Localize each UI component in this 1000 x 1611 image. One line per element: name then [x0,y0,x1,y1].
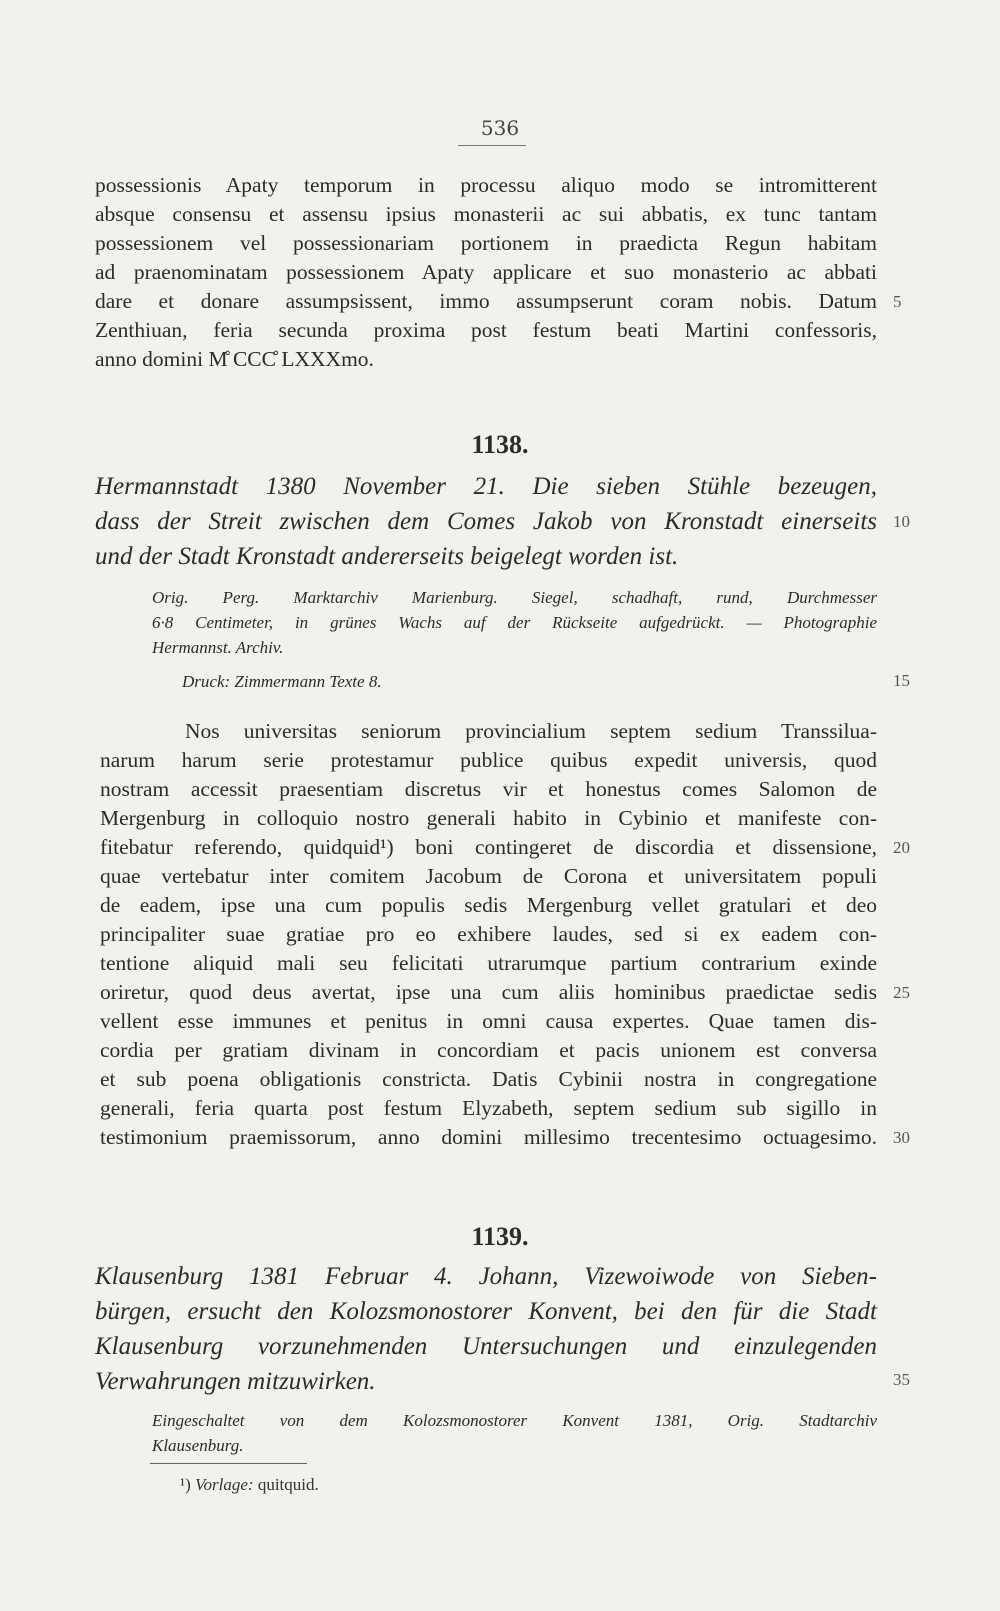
text-line: absque consensu et assensu ipsius monasterii ac sui abbatis, ex tunc tantam [95,202,877,226]
text-line: fitebatur referendo, quidquid¹) boni contingeret de discordia et dissensione, [100,835,877,859]
text-line: tentione aliquid mali seu felicitati utrarumque partium contrarium exinde [100,951,877,975]
document-number: 1138. [471,430,529,459]
text-line: cordia per gratiam divinam in concordiam et pacis unionem est conversa [100,1038,877,1062]
document-number: 1139. [471,1222,529,1251]
text-line: generali, feria quarta post festum Elyzabeth, septem sedium sub sigillo in [100,1096,877,1120]
margin-line-number: 25 [893,983,910,1002]
heading-line: bürgen, ersucht den Kolozsmonostorer Konvent, bei den für die Stadt [95,1298,877,1325]
text-line: testimonium praemissorum, anno domini millesimo trecentesimo octuagesimo. [100,1125,877,1149]
text-line: possessionis Apaty temporum in processu aliquo modo se intromitterent [95,173,877,197]
heading-line: Klausenburg vorzunehmenden Untersuchungen und einzulegenden [95,1333,877,1360]
margin-line-number: 10 [893,512,910,531]
print-reference: Druck: Zimmermann Texte 8. [182,672,382,691]
text-line: dare et donare assumpsissent, immo assumpserunt coram nobis. Datum [95,289,877,313]
text-line: principaliter suae gratiae pro eo exhibere laudes, sed si ex eadem con- [100,922,877,946]
text-line: nostram accessit praesentiam discretus vir et honestus comes Salomon de [100,777,877,801]
text-line: Nos universitas seniorum provincialium septem sedium Transsilua- [185,719,877,743]
footnote-text: quitquid. [257,1475,319,1494]
heading-line: Klausenburg 1381 Februar 4. Johann, Vizewoiwode von Sieben- [95,1263,877,1290]
source-line: Orig. Perg. Marktarchiv Marienburg. Siegel, schadhaft, rund, Durchmesser [152,588,877,607]
text-line: vellent esse immunes et penitus in omni causa expertes. Quae tamen dis- [100,1009,877,1033]
text-line: Zenthiuan, feria secunda proxima post festum beati Martini confessoris, [95,318,877,342]
text-line: quae vertebatur inter comitem Jacobum de Corona et universitatem populi [100,864,877,888]
text-line: anno domini M̊ CCC̊ LXXXmo. [95,347,374,371]
text-line: de eadem, ipse una cum populis sedis Mergenburg vellet gratulari et deo [100,893,877,917]
text-line: et sub poena obligationis constricta. Datis Cybinii nostra in congregatione [100,1067,877,1091]
source-line: 6·8 Centimeter, in grünes Wachs auf der Rückseite aufgedrückt. — Photographie [152,613,877,632]
margin-line-number: 35 [893,1370,910,1389]
footnote-label: Vorlage: [195,1475,254,1494]
text-line: oriretur, quod deus avertat, ipse una cum aliis hominibus praedictae sedis [100,980,877,1004]
footnote [180,1475,319,1495]
margin-line-number: 5 [893,292,902,311]
source-line: Eingeschaltet von dem Kolozsmonostorer Konvent 1381, Orig. Stadtarchiv [152,1411,877,1430]
heading-line: Verwahrungen mitzuwirken. [95,1368,376,1395]
footnote-rule [150,1463,307,1464]
footnote-marker: ¹) [180,1475,191,1494]
page-number: 536 [480,116,520,140]
source-line: Klausenburg. [152,1436,244,1455]
heading-line: Hermannstadt 1380 November 21. Die sieben Stühle bezeugen, [95,473,877,500]
text-line: Mergenburg in colloquio nostro generali habito in Cybinio et manifeste con- [100,806,877,830]
margin-line-number: 30 [893,1128,910,1147]
heading-line: dass der Streit zwischen dem Comes Jakob von Kronstadt einerseits [95,508,877,535]
page-number-rule [458,145,526,146]
heading-line: und der Stadt Kronstadt andererseits beigelegt worden ist. [95,543,679,570]
margin-line-number: 15 [893,671,910,690]
text-line: ad praenominatam possessionem Apaty applicare et suo monasterio ac abbati [95,260,877,284]
text-line: possessionem vel possessionariam portionem in praedicta Regun habitam [95,231,877,255]
margin-line-number: 20 [893,838,910,857]
text-line: narum harum serie protestamur publice quibus expedit universis, quod [100,748,877,772]
source-line: Hermannst. Archiv. [152,638,284,657]
